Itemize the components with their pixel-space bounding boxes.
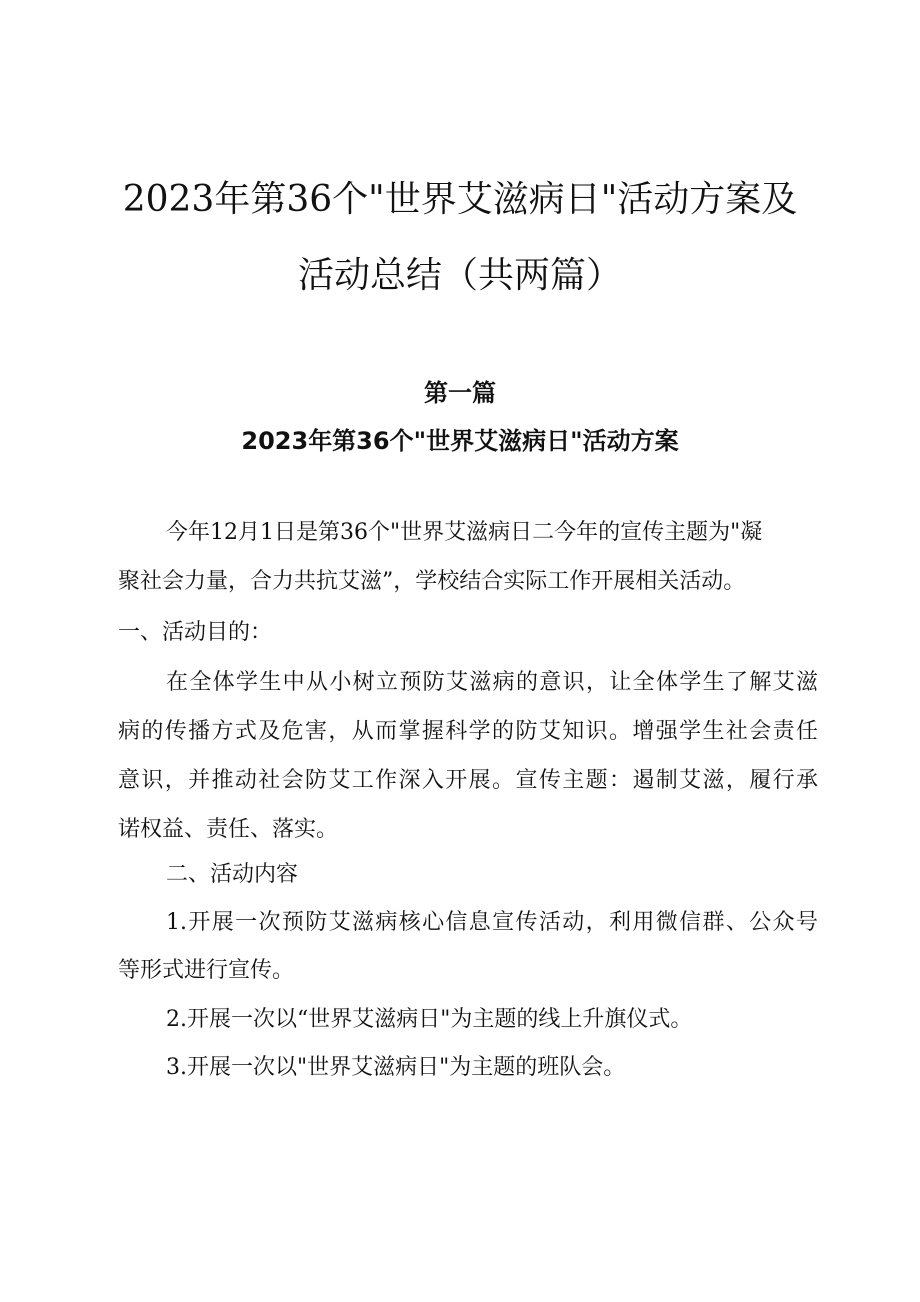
content-item-2: 2.开展一次以“世界艾滋病日"为主题的线上升旗仪式。 xyxy=(166,1007,693,1032)
content-item-1-line-2: 等形式进行宣传。 xyxy=(118,958,295,983)
purpose-line-1: 在全体学生中从小树立预防艾滋病的意识，让全体学生了解艾滋 xyxy=(166,670,818,695)
content-item-1-line-1: 1.开展一次预防艾滋病核心信息宣传活动，利用微信群、公众号 xyxy=(166,910,818,935)
purpose-line-4: 诺权益、责任、落实。 xyxy=(118,817,339,842)
document-title-line-1: 2023年第36个"世界艾滋病日"活动方案及 xyxy=(122,179,798,220)
part-title: 2023年第36个"世界艾滋病日"活动方案 xyxy=(241,427,679,455)
purpose-line-3: 意识，并推动社会防艾工作深入开展。宣传主题：遏制艾滋，履行承 xyxy=(118,768,818,793)
intro-line-1: 今年12月1日是第36个"世界艾滋病日二今年的宣传主题为"凝 xyxy=(166,520,763,545)
intro-line-2: 聚社会力量，合力共抗艾滋”，学校结合实际工作开展相关活动。 xyxy=(118,569,746,594)
content-item-3: 3.开展一次以"世界艾滋病日"为主题的班队会。 xyxy=(166,1055,626,1080)
document-title-line-2: 活动总结（共两篇） xyxy=(297,255,622,296)
section-heading-content: 二、活动内容 xyxy=(166,862,299,887)
section-heading-purpose: 一、活动目的： xyxy=(118,620,273,645)
part-label: 第一篇 xyxy=(424,379,496,407)
purpose-line-2: 病的传播方式及危害，从而掌握科学的防艾知识。增强学生社会责任 xyxy=(118,719,818,744)
